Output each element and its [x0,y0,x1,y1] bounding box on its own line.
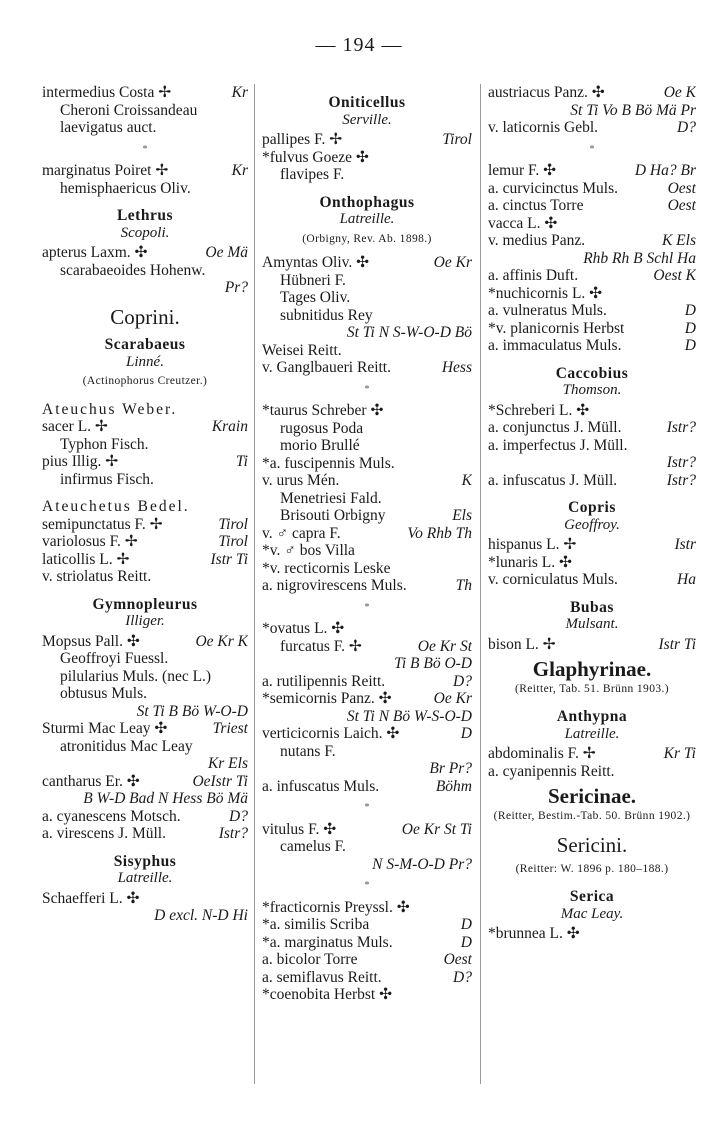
species-name: a. imperfectus J. Müll. [488,436,628,454]
distribution-label: D [684,302,696,319]
species-name: bison L. ✢ [488,635,556,653]
species-entry [42,418,248,436]
species-entry [42,471,248,489]
species-entry [42,738,248,756]
species-name: a. affinis Duft. [488,267,579,284]
species-entry [488,180,696,198]
reference-note: (Reitter, Tab. 51. Brünn 1903.) [514,682,669,695]
section-separator: * [142,143,148,155]
species-entry [262,690,472,708]
species-entry [262,899,472,917]
column-divider [254,84,255,1084]
species-entry [262,951,472,969]
distribution-label: Tirol [218,533,248,550]
distribution-label: Istr? [666,419,696,436]
species-entry [488,162,696,180]
species-name: v. ♂ capra F. [262,524,341,542]
species-entry [262,821,472,839]
species-name: v. corniculatus Muls. [488,571,618,588]
column-divider [480,84,481,1084]
species-entry [262,455,472,473]
species-entry [488,232,696,250]
species-entry [488,402,696,420]
distribution-label: Ha [677,571,696,588]
distribution-label: Oe K [663,84,696,101]
species-entry [262,673,472,691]
species-entry [262,620,472,638]
species-name: sacer L. ✢ [42,418,108,435]
genus-heading: Gymnopleurus [92,595,198,613]
species-name: cantharus Er. ✣ [42,772,140,790]
species-name: *nuchicornis L. ✣ [488,284,603,302]
species-entry [42,162,248,180]
species-name: vacca L. ✣ [488,214,558,232]
distribution-label: D? [677,119,696,136]
species-name: Cheroni Croissandeau [60,101,198,119]
species-entry [262,542,472,560]
species-name: furcatus F. ✢ [280,637,362,655]
species-entry [262,838,472,856]
species-name: a. curvicinctus Muls. [488,179,619,197]
species-entry [42,516,248,534]
distribution-label: Oe Kr [433,254,472,271]
species-name: nutans F. [280,742,336,760]
species-name: pilularius Muls. (nec L.) [60,667,212,685]
species-entry [42,773,248,791]
genus-author: Latreille. [117,870,173,886]
distribution-label: D [460,725,472,742]
genus-author: Mac Leay. [560,905,624,922]
species-name: pius Illig. ✢ [42,453,119,470]
tribe-heading: Sericini. [556,833,628,857]
genus-author: Serville. [342,111,392,128]
species-entry [262,507,472,525]
species-name: *v. recticornis Leske [262,559,391,577]
species-entry [42,244,248,262]
species-name: scarabaeoides Hohenw. [60,261,206,279]
species-name: v. striolatus Reitt. [42,568,152,585]
species-name: a. nigrovirescens Muls. [262,577,407,594]
species-name: *Schreberi L. ✣ [488,401,590,419]
species-name: Brisouti Orbigny [280,507,386,524]
species-name: *a. fuscipennis Muls. [262,454,395,472]
species-entry [42,102,248,120]
species-entry [262,577,472,595]
species-entry [488,437,696,455]
species-entry [262,402,472,420]
species-entry [42,453,248,471]
species-name: Schaefferi L. ✣ [42,889,140,907]
species-name: v. urus Mén. [262,472,340,489]
distribution-continued: Pr? [224,279,248,296]
genus-author: Illiger. [125,613,165,629]
species-name: apterus Laxm. ✣ [42,244,148,261]
reference-note: (Reitter: W. 1896 p. 180–188.) [515,862,669,875]
species-entry [42,119,248,137]
species-entry [42,180,248,198]
species-name: variolosus F. ✢ [42,533,138,550]
species-name: atronitidus Mac Leay [60,737,193,755]
species-name: Tages Oliv. [280,289,351,306]
species-name: Mopsus Pall. ✣ [42,632,140,650]
subfamily-heading: Sericinae. [547,784,637,808]
species-name: lemur F. ✣ [488,162,557,179]
distribution-label: D [684,319,696,337]
distribution-label: K Els [661,232,696,249]
species-name: rugosus Poda [280,419,364,437]
distribution-label: Oe Kr St Ti [401,820,472,838]
genus-heading: Oniticellus [328,94,406,111]
distribution-continued: N S-M-O-D Pr? [372,855,472,873]
genus-heading: Sisyphus [113,852,177,870]
species-entry [42,720,248,738]
species-name: morio Brullé [280,437,360,454]
species-name: intermedius Costa ✢ [42,84,172,101]
species-entry [42,84,248,102]
species-name: a. semiflavus Reitt. [262,968,382,986]
genus-author: Mulsant. [565,616,619,632]
species-name: laticollis L. ✢ [42,550,130,568]
species-entry [42,633,248,651]
genus-heading: Onthophagus [319,193,415,211]
distribution-label: Istr Ti [658,635,696,653]
species-name: *a. marginatus Muls. [262,933,393,951]
species-entry [262,525,472,543]
species-name: v. Ganglbaueri Reitt. [262,359,391,376]
species-name: obtusus Muls. [60,685,147,702]
species-entry [488,285,696,303]
species-entry [42,533,248,551]
distribution-label: Krain [211,418,248,435]
species-name: infirmus Fisch. [60,470,154,488]
distribution-label: Ti [235,453,248,470]
species-entry [262,131,472,149]
distribution-label: D? [229,807,248,825]
species-name: *fulvus Goeze ✣ [262,148,369,166]
species-entry [488,419,696,437]
distribution-label: OeIstr Ti [192,772,248,790]
species-entry [42,825,248,843]
species-name: camelus F. [280,838,346,855]
section-separator: * [364,880,370,891]
species-entry [488,302,696,320]
distribution-continued: D excl. N-D Hi [154,907,248,924]
species-entry [488,636,696,654]
species-name: flavipes F. [280,166,345,183]
distribution-label: D Ha? Br [634,162,696,179]
species-name: hemisphaericus Oliv. [60,179,191,197]
species-name: subnitidus Rey [280,306,373,324]
species-name: a. vulneratus Muls. [488,302,607,319]
distribution-label: Tirol [442,131,472,148]
distribution-label: Istr Ti [210,550,248,568]
distribution-continued: B W-D Bad N Hess Bö Mä [83,790,248,807]
species-name: *ovatus L. ✣ [262,620,345,637]
distribution-continued: St Ti N Bö W-S-O-D [346,707,472,725]
species-entry [488,472,696,490]
species-name: vitulus F. ✣ [262,820,337,838]
subgenus-heading: Ateuchetus Bedel. [42,498,190,515]
genus-heading: Serica [569,888,615,905]
species-entry [262,934,472,952]
species-name: semipunctatus F. ✢ [42,515,163,533]
distribution-label: Oe Kr St [417,637,472,655]
species-name: austriacus Panz. ✣ [488,84,605,101]
distribution-label: Vo Rhb Th [407,524,472,542]
species-entry [262,437,472,455]
species-entry [262,560,472,578]
species-name: v. medius Panz. [488,232,586,249]
species-name: *v. planicornis Herbst [488,319,625,337]
section-separator: * [364,601,370,613]
distribution-label: Böhm [435,777,472,795]
column-middle [262,84,472,1004]
species-entry [262,969,472,987]
distribution-label: D [684,337,696,354]
distribution-label: Oe Mä [205,244,248,261]
distribution-label: Oest [667,179,696,197]
section-separator: * [364,802,370,813]
species-entry [42,551,248,569]
species-entry [488,197,696,215]
distribution-label: D? [453,968,472,986]
distribution-continued: Istr? [666,454,696,471]
distribution-label: K [461,472,472,489]
species-name: a. bicolor Torre [262,951,358,968]
species-entry [42,668,248,686]
species-entry [262,149,472,167]
species-name: a. rutilipennis Reitt. [262,672,386,690]
species-name: *a. similis Scriba [262,916,370,933]
distribution-label: Istr [674,536,696,553]
species-name: pallipes F. ✢ [262,131,343,148]
species-name: hispanus L. ✢ [488,536,577,553]
species-entry [262,743,472,761]
species-entry [262,725,472,743]
genus-heading: Anthypna [556,708,628,725]
species-name: Hübneri F. [280,271,346,289]
species-entry [488,536,696,554]
distribution-label: D [460,916,472,933]
species-entry [262,289,472,307]
distribution-continued: St Ti Vo B Bö Mä Pr [570,101,696,119]
species-name: Menetriesi Fald. [280,489,382,507]
species-entry [488,337,696,355]
species-entry [262,254,472,272]
species-entry [262,472,472,490]
distribution-label: Istr? [218,825,248,842]
distribution-continued: Kr Els [207,755,248,772]
species-name: marginatus Poiret ✢ [42,162,169,179]
genus-author: Linné. [126,353,164,370]
species-name: a. cyanescens Motsch. [42,807,181,825]
species-entry [262,916,472,934]
subgenus-heading: Ateuchus Weber. [42,400,178,418]
species-name: Weisei Reitt. [262,341,342,359]
genus-heading: Bubas [570,598,614,616]
distribution-label: Oest K [653,267,696,284]
genus-author: Scopoli. [120,224,170,241]
species-entry [262,166,472,184]
distribution-continued: St Ti N S-W-O-D Bö [346,324,472,341]
species-name: a. cyanipennis Reitt. [488,762,615,780]
species-entry [488,571,696,589]
species-entry [262,342,472,360]
species-entry [42,808,248,826]
species-name: Sturmi Mac Leay ✣ [42,720,168,737]
species-entry [262,778,472,796]
species-name: *coenobita Herbst ✣ [262,986,393,1003]
species-entry [262,272,472,290]
distribution-label: D? [453,672,472,690]
species-name: *v. ♂ bos Villa [262,542,355,559]
genus-heading: Copris [568,499,616,516]
species-entry [262,490,472,508]
species-entry [488,215,696,233]
species-name: a. conjunctus J. Müll. [488,419,622,436]
genus-heading: Lethrus [116,207,174,224]
page-number: — 194 — [315,34,403,56]
species-entry [42,262,248,280]
subfamily-heading: Glaphyrinae. [532,657,652,681]
reference-note: (Reitter, Bestim.-Tab. 50. Brünn 1902.) [493,809,691,822]
column-right [488,84,696,943]
distribution-label: Tirol [218,515,248,533]
distribution-label: Kr Ti [663,745,696,762]
species-name: laevigatus auct. [60,119,157,136]
species-name: verticicornis Laich. ✣ [262,725,400,742]
genus-author: Thomson. [562,382,622,398]
distribution-label: Oe Kr [433,690,472,707]
distribution-continued: Br Pr? [429,760,472,777]
species-name: a. virescens J. Müll. [42,825,166,842]
species-name: a. infuscatus J. Müll. [488,471,618,489]
genus-author: Latreille. [339,211,395,227]
distribution-label: Kr [231,162,248,179]
species-name: *taurus Schreber ✣ [262,402,384,419]
species-name: a. immaculatus Muls. [488,337,622,354]
species-entry [488,925,696,943]
species-entry [262,986,472,1004]
distribution-label: D [460,933,472,951]
reference-note: (Actinophorus Creutzer.) [82,375,208,387]
distribution-label: Triest [212,720,248,737]
species-name: v. laticornis Gebl. [488,119,599,136]
genus-author: Latreille. [564,725,620,742]
distribution-label: Oest [443,951,472,968]
section-separator: * [364,383,370,395]
column-left [42,84,248,925]
species-entry [42,568,248,586]
species-entry [488,320,696,338]
species-entry [42,685,248,703]
distribution-continued: Ti B Bö O-D [394,655,472,672]
reference-note: (Orbigny, Rev. Ab. 1898.) [302,232,432,245]
distribution-label: Els [452,507,472,524]
species-name: *fracticornis Preyssl. ✣ [262,898,410,916]
species-name: *lunaris L. ✣ [488,553,573,571]
species-entry [488,745,696,763]
distribution-label: Hess [441,359,472,376]
species-entry [262,359,472,377]
species-name: a. infuscatus Muls. [262,777,380,795]
species-entry [42,436,248,454]
species-entry [262,420,472,438]
tribe-heading: Coprini. [110,304,180,329]
distribution-continued: St Ti B Bö W-O-D [136,702,248,720]
species-name: *semicornis Panz. ✣ [262,690,392,707]
species-entry [488,267,696,285]
species-name: a. cinctus Torre [488,197,584,214]
genus-author: Geoffroy. [564,516,620,533]
distribution-continued: Rhb Rh B Schl Ha [583,249,696,267]
species-entry [262,638,472,656]
species-name: abdominalis F. ✢ [488,745,596,762]
distribution-label: Th [455,577,472,594]
genus-heading: Caccobius [555,364,629,382]
species-name: Typhon Fisch. [60,435,149,453]
species-entry [42,650,248,668]
distribution-label: Kr [231,84,248,101]
species-entry [488,554,696,572]
species-name: Geoffroyi Fuessl. [60,650,169,667]
species-name: Amyntas Oliv. ✣ [262,254,370,271]
distribution-label: Oe Kr K [195,632,248,650]
species-name: *brunnea L. ✣ [488,925,580,942]
species-entry [488,763,696,781]
distribution-label: Oest [667,197,696,214]
section-separator: * [589,143,595,155]
distribution-label: Istr? [666,471,696,489]
genus-heading: Scarabaeus [104,336,186,353]
species-entry [488,84,696,102]
species-entry [262,307,472,325]
species-entry [488,119,696,137]
species-entry [42,890,248,908]
